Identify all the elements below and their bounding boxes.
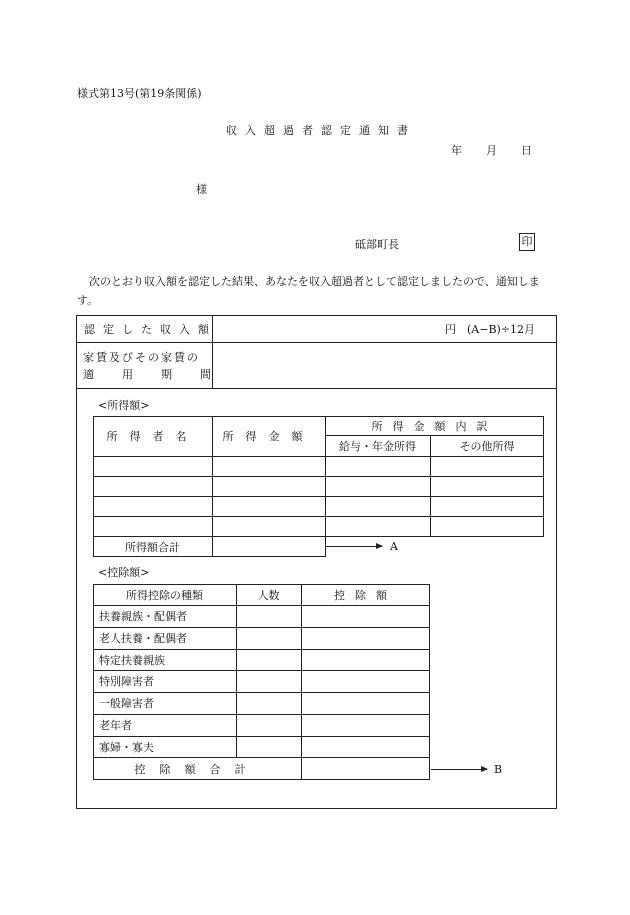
deduction-row-label: 特別障害者 [99, 675, 154, 688]
certified-income-label: 認定した収入額 [84, 322, 217, 336]
certified-income-value: 円 (A−B)÷12月 [445, 322, 536, 336]
rent-period-label-2: 適用期間 [83, 368, 239, 381]
addressee-suffix: 様 [196, 183, 207, 196]
deduction-total-label: 控除額合計 [134, 762, 260, 776]
date-month: 月 [486, 144, 497, 157]
issuer: 砥部町長 [355, 238, 399, 251]
income-total-label: 所得額合計 [125, 540, 180, 554]
deduction-row-label: 扶養親族・配偶者 [99, 610, 187, 623]
label-b: B [494, 763, 503, 776]
col-person-count: 人数 [257, 588, 280, 602]
date-day: 日 [521, 144, 532, 157]
deduction-section-title: <控除額> [98, 566, 150, 579]
deduction-row-label: 一般障害者 [99, 697, 154, 710]
col-other-income: その他所得 [459, 439, 515, 453]
rent-period-label-1: 家賃及びその家賃の [83, 351, 200, 364]
form-number: 様式第13号(第19条関係) [77, 87, 202, 100]
income-section-title: <所得額> [98, 399, 150, 412]
deduction-row-label: 老年者 [99, 719, 132, 732]
col-deduction-amount: 控除額 [334, 588, 397, 602]
deduction-row-label: 特定扶養親族 [99, 653, 165, 667]
label-a: A [390, 540, 398, 553]
document-title: 収入超過者認定通知書 [226, 124, 416, 137]
col-income-amount: 所得金額 [222, 430, 315, 443]
col-income-earner-name: 所得者名 [106, 430, 199, 443]
seal-stamp: 印 [519, 233, 535, 251]
arrow-to-a [326, 546, 382, 547]
deduction-row-label: 老人扶養・配偶者 [99, 632, 187, 645]
col-deduction-type: 所得控除の種類 [126, 588, 203, 602]
body-text: 次のとおり収入額を認定した結果、あなたを収入超過者として認定しましたので、通知します。 [77, 275, 540, 307]
col-salary-pension: 給与・年金所得 [339, 439, 416, 453]
arrow-to-b [431, 769, 487, 770]
deduction-row-label: 寡婦・寡夫 [99, 740, 154, 754]
col-income-breakdown: 所得金額内訳 [371, 419, 498, 433]
date-year: 年 [451, 144, 462, 157]
